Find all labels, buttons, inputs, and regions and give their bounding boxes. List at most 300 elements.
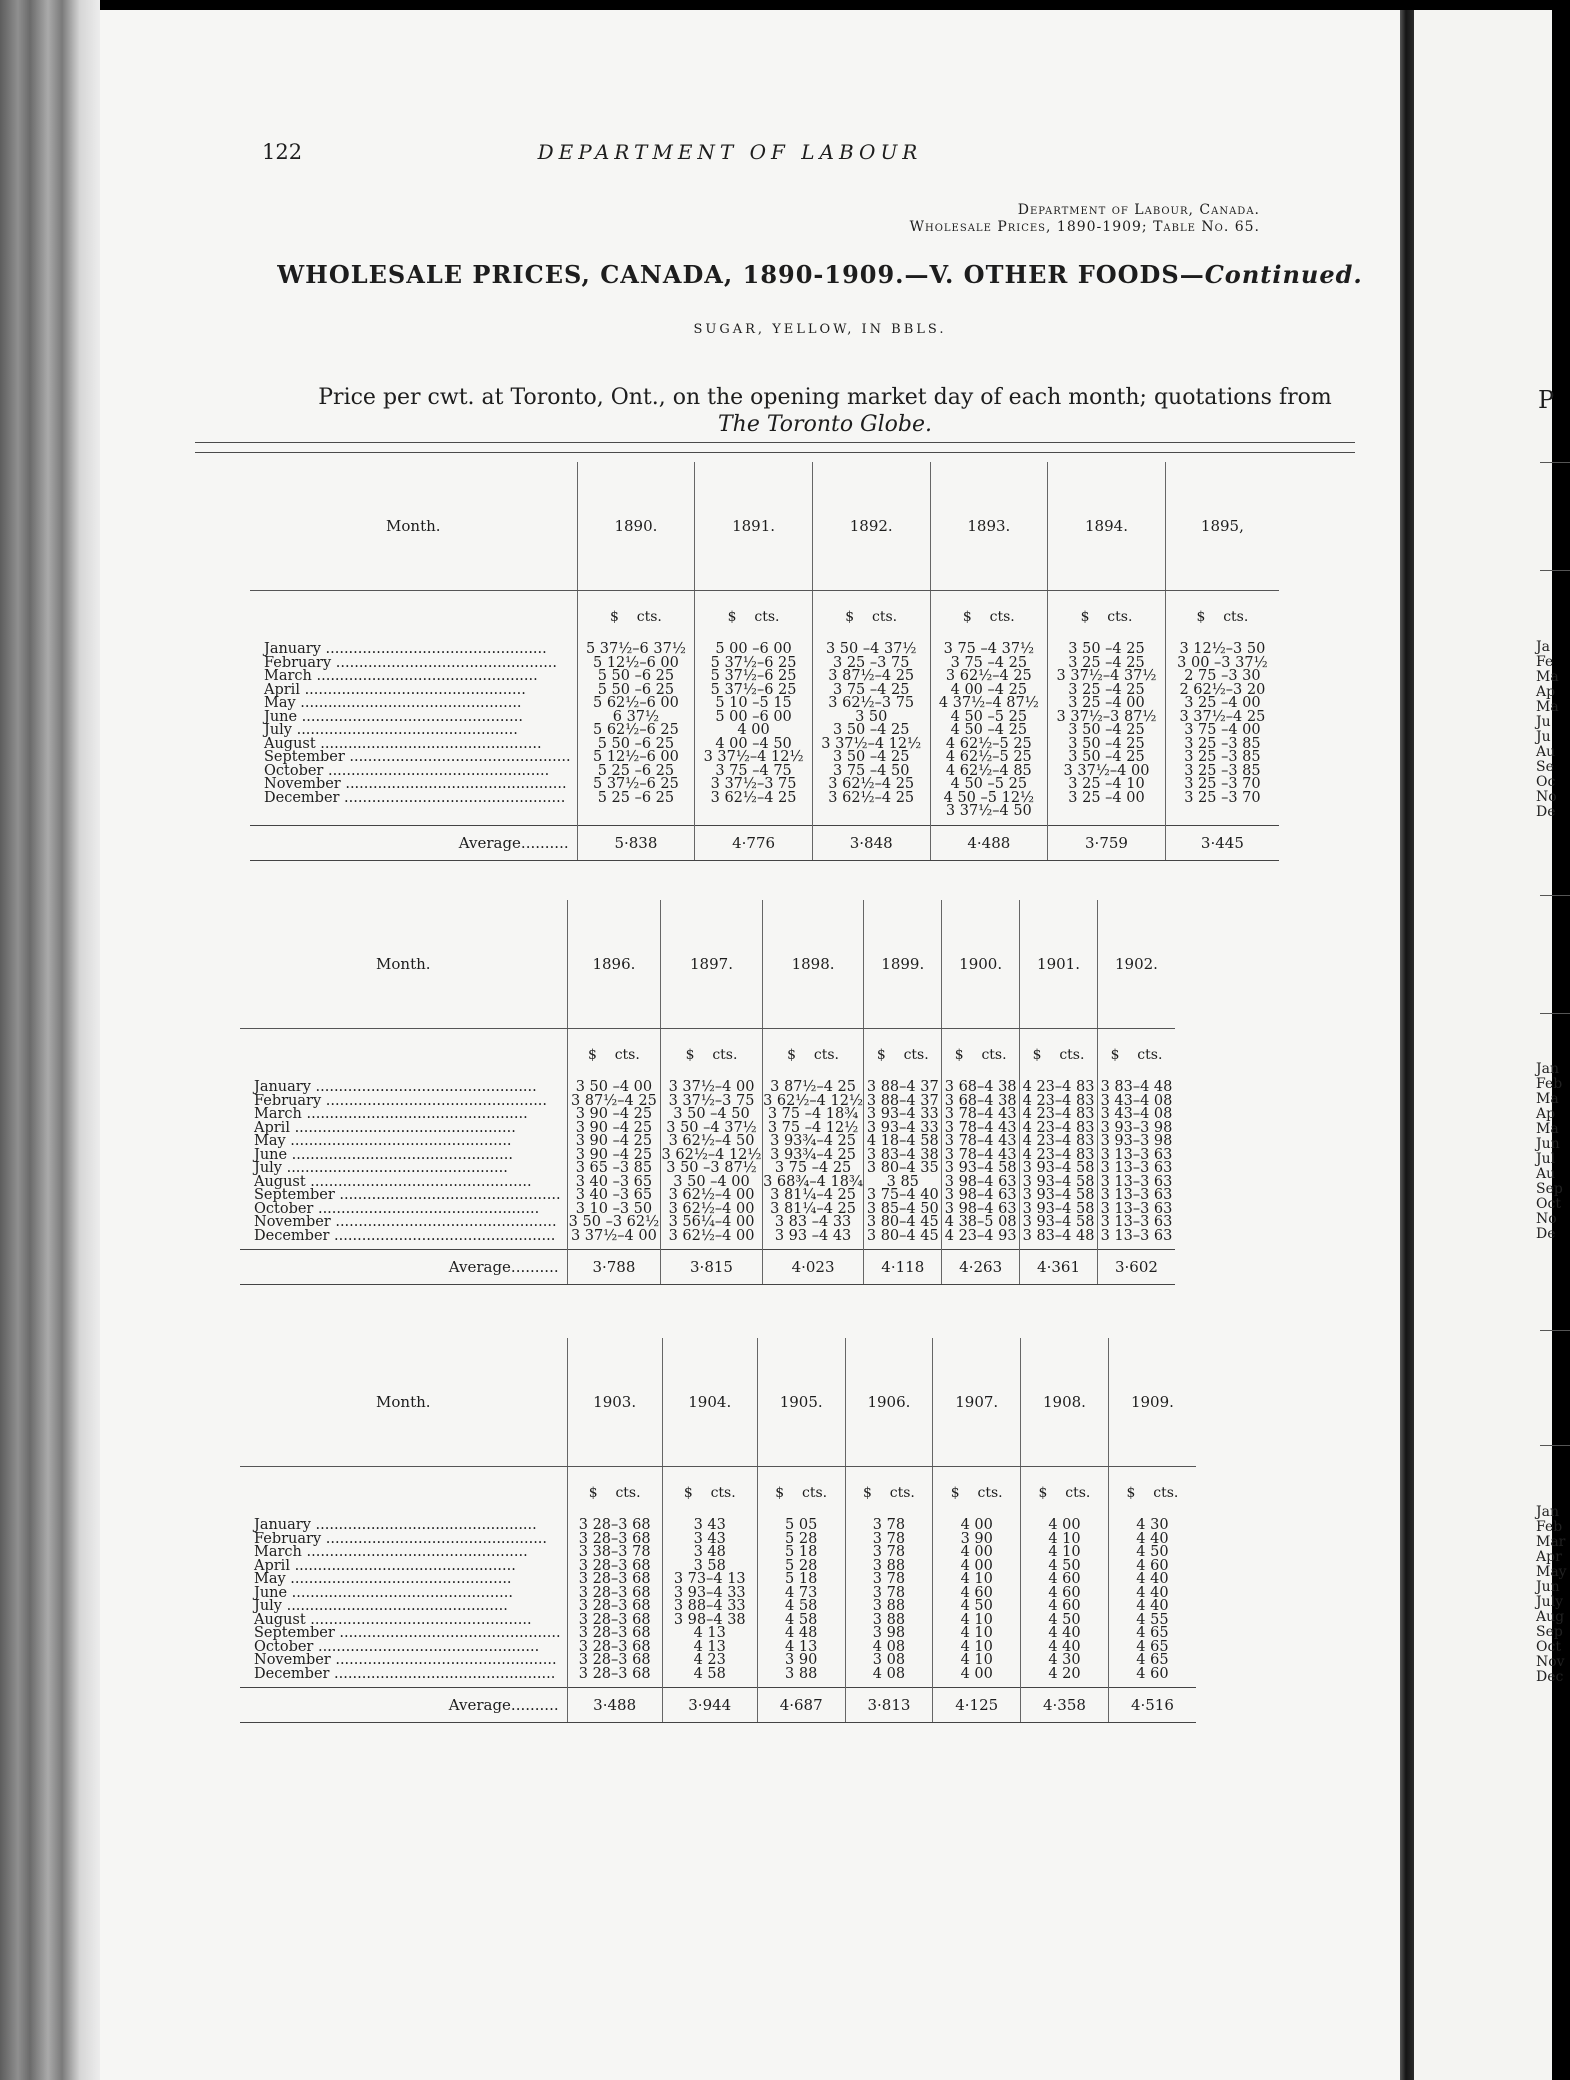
facing-page-month-fragment: Ju: [1536, 729, 1551, 745]
price-cell: 4 30: [1048, 1652, 1081, 1668]
price-cell: 5 18: [785, 1544, 818, 1560]
facing-page-month-fragment: Feb: [1536, 1519, 1563, 1535]
price-cell: 4 40: [1136, 1584, 1169, 1601]
facing-page-month-fragment: Ju: [1536, 714, 1551, 730]
price-cell: 3 90: [785, 1652, 818, 1668]
price-cell: 4 60: [1048, 1584, 1081, 1601]
price-cell: 3 50 –4 37½: [825, 641, 917, 657]
unit-gap: [619, 609, 637, 625]
price-cell: 4 65: [1136, 1638, 1169, 1655]
title-continued: Continued.: [1204, 260, 1363, 289]
month-label: March .....: [240, 1546, 561, 1560]
unit-spacer: [240, 1467, 567, 1520]
average-label: Average: [458, 833, 521, 852]
price-cell: 3 87½–4 25: [570, 1092, 657, 1109]
price-cell: 3 90: [960, 1530, 993, 1547]
price-cell: 4 13: [693, 1625, 726, 1641]
price-cell: 3 87½–4 25: [828, 668, 915, 684]
price-cell: 4 23–4 83: [1022, 1133, 1095, 1149]
facing-page-month-fragment: Aug: [1536, 1609, 1565, 1625]
year-price-column: [1020, 1081, 1098, 1250]
facing-page-month-fragment: Apr: [1536, 1549, 1562, 1565]
year-header: 1895,: [1165, 462, 1279, 591]
price-cell: 3 88–4 37: [866, 1079, 939, 1095]
price-cell: 4 40: [1136, 1598, 1169, 1614]
price-cell: 3 13–3 63: [1100, 1227, 1173, 1244]
price-cell: 4 55: [1136, 1611, 1169, 1628]
facing-page-month-fragment: Ap: [1536, 684, 1556, 700]
price-cell: 3 28–3 68: [578, 1665, 651, 1682]
price-cell: 3 13–3 63: [1100, 1160, 1173, 1176]
price-cell: 3 08: [872, 1652, 906, 1668]
average-value: 3·944: [662, 1688, 757, 1723]
price-cell: 3 37½–4 00: [1063, 762, 1150, 779]
unit-gap: [886, 1047, 904, 1063]
facing-page-month-fragment: Ma: [1536, 1121, 1559, 1137]
price-cell: 3 25 –4 00: [1068, 695, 1145, 711]
average-label-cell: [240, 1250, 567, 1285]
month-label: March .....: [250, 670, 571, 684]
facing-page-month-fragment: Ma: [1536, 1091, 1559, 1107]
price-cell: 3 93–4 58: [1022, 1160, 1095, 1176]
price-cell: 3 28–3 68: [578, 1571, 651, 1587]
year-header-row: [250, 462, 1279, 591]
price-cell: 6 37½: [612, 708, 660, 725]
cents-unit: cts.: [614, 1047, 640, 1063]
price-cell: 4 37½–4 87½: [938, 695, 1039, 711]
month-column-header: Month.: [240, 900, 567, 1029]
price-cell: 3 37½–4 37½: [1056, 668, 1157, 684]
price-cell: 5 37½–6 25: [710, 654, 797, 671]
price-cell: 4 65: [1136, 1625, 1169, 1641]
price-cell: 3 78: [872, 1544, 906, 1560]
month-label: October .....: [240, 1203, 561, 1217]
price-cell: 3 37½–4 00: [668, 1079, 755, 1095]
price-cell: 4 20: [1048, 1665, 1081, 1682]
price-cell: 2 75 –3 30: [1184, 668, 1261, 684]
price-cell: 3 98–4 38: [673, 1611, 746, 1628]
price-cell: 3 80–4 35: [866, 1160, 939, 1176]
facing-page-letter: P: [1538, 386, 1555, 414]
month-label: October .....: [240, 1641, 561, 1655]
year-price-column: [661, 1081, 763, 1250]
price-table: [250, 462, 1279, 861]
price-cell: 3 68¾–4 18¾: [763, 1173, 864, 1190]
month-label: August .....: [250, 738, 571, 752]
price-cell: 3 62½–4 25: [828, 776, 915, 792]
leader-dots: ..........: [520, 833, 569, 852]
month-label: September .....: [240, 1189, 561, 1203]
month-label: December .....: [250, 792, 571, 806]
month-label: February .....: [240, 1095, 561, 1109]
dollar-unit: $: [610, 609, 619, 625]
cents-unit: cts.: [712, 1047, 738, 1063]
average-row: [240, 1250, 1175, 1285]
facing-page-rule: [1540, 895, 1570, 896]
cents-unit: cts.: [981, 1047, 1007, 1063]
average-value: 4·263: [942, 1250, 1020, 1285]
average-value: 3·602: [1097, 1250, 1175, 1285]
month-label: February .....: [240, 1533, 561, 1547]
price-cell: 4 58: [785, 1598, 818, 1614]
year-price-column: [864, 1081, 942, 1250]
cents-unit: cts.: [636, 609, 662, 625]
table-description: [270, 384, 1380, 438]
price-cell: 5 37½–6 25: [710, 668, 797, 684]
average-value: 3·488: [567, 1688, 662, 1723]
unit-gap: [784, 1485, 802, 1501]
dollar-unit: $: [962, 609, 972, 625]
year-price-column: [567, 1519, 662, 1688]
facing-page-month-fragment: Feb: [1536, 1076, 1563, 1092]
cents-unit: cts.: [1107, 609, 1133, 625]
price-cell: 3 50 –4 50: [673, 1106, 750, 1122]
price-cell: 3 28–3 68: [578, 1625, 651, 1641]
commodity-subtitle: SUGAR, YELLOW, IN BBLS.: [693, 322, 947, 337]
unit-cell: [661, 1029, 763, 1082]
price-cell: 3 40 –3 65: [575, 1187, 653, 1203]
price-cell: 3 25 –4 25: [1068, 654, 1145, 671]
price-cell: 5 50 –6 25: [597, 668, 675, 684]
price-cell: 3 62½–4 00: [668, 1200, 755, 1217]
unit-row: [250, 591, 1279, 644]
facing-page-month-fragment: Jan: [1536, 1504, 1559, 1520]
cents-unit: cts.: [1153, 1485, 1179, 1501]
price-cell: 3 78: [872, 1530, 906, 1547]
price-cell: 3 43–4 08: [1100, 1106, 1173, 1122]
price-cell: 3 78–4 43: [944, 1146, 1017, 1163]
month-label: March .....: [240, 1108, 561, 1122]
year-price-column: [762, 1081, 864, 1250]
price-cell: 3 93¾–4 25: [770, 1146, 856, 1163]
price-cell: 3 28–3 68: [578, 1517, 651, 1533]
price-cell: 3 28–3 68: [578, 1611, 651, 1628]
unit-cell: [812, 591, 930, 644]
price-cell: 3 98–4 63: [944, 1200, 1017, 1217]
year-price-column: [757, 1519, 845, 1688]
average-value: 4·118: [864, 1250, 942, 1285]
average-label: Average: [448, 1696, 511, 1714]
dollar-unit: $: [954, 1047, 964, 1063]
price-cell: 3 68–4 38: [944, 1079, 1017, 1095]
price-cell: 3 50 –4 25: [832, 722, 910, 738]
price-cell: 5 25 –6 25: [597, 789, 675, 806]
price-cell: 3 78: [872, 1517, 906, 1533]
price-cell: 4 00 –4 50: [715, 735, 792, 752]
price-cell: 3 13–3 63: [1100, 1173, 1173, 1190]
price-cell: 3 78: [872, 1571, 906, 1587]
dollar-unit: $: [845, 609, 855, 625]
unit-gap: [854, 609, 872, 625]
facing-page-month-fragment: Ja: [1536, 639, 1550, 655]
month-label: April .....: [240, 1122, 561, 1136]
price-cell: 3 93 –4 43: [774, 1227, 852, 1244]
dollar-unit: $: [950, 1485, 960, 1501]
facing-page-month-fragment: Ma: [1536, 699, 1559, 715]
source-name: The Toronto Globe.: [717, 412, 933, 437]
price-cell: 3 37½–3 87½: [1056, 708, 1157, 725]
average-label: Average: [448, 1258, 511, 1276]
price-cell: 3 93–4 58: [1022, 1173, 1095, 1190]
facing-page-month-fragment: Oct: [1536, 1196, 1561, 1212]
unit-spacer: [240, 1029, 567, 1082]
price-cell: 4 13: [785, 1638, 818, 1655]
month-label: July .....: [240, 1162, 561, 1176]
month-label: August .....: [240, 1614, 561, 1628]
price-cell: 4 23–4 93: [944, 1227, 1017, 1244]
price-cell: 4 00: [960, 1557, 993, 1574]
price-cell: 3 25 –4 00: [1184, 695, 1261, 711]
month-label: January .....: [240, 1081, 561, 1095]
dollar-unit: $: [1038, 1485, 1048, 1501]
facing-page-month-fragment: Oc: [1536, 774, 1556, 790]
average-label-cell: [240, 1688, 567, 1723]
price-cell: 3 90 –4 25: [575, 1133, 653, 1149]
facing-page-month-fragment: De: [1536, 1226, 1556, 1242]
price-cell: 3 78–4 43: [944, 1119, 1017, 1136]
year-price-column: [695, 643, 813, 825]
facing-page-month-fragment: July: [1536, 1594, 1564, 1610]
price-cell: 3 75 –4 75: [715, 762, 792, 779]
price-cell: 3 62½–3 75: [828, 695, 915, 711]
price-cell: 3 56¼–4 00: [668, 1214, 755, 1230]
monthly-prices-row: [250, 643, 1279, 825]
dollar-unit: $: [587, 1047, 597, 1063]
table-reference-line: Wholesale Prices, 1890-1909; Table No. 65.: [909, 219, 1260, 235]
price-cell: 5 05: [785, 1517, 818, 1533]
month-label: June .....: [240, 1587, 561, 1601]
price-cell: 4 60: [1048, 1571, 1081, 1587]
price-cell: 3 50 –4 00: [575, 1079, 653, 1095]
department-reference: [910, 202, 1260, 236]
price-cell: 3 93–3 98: [1100, 1133, 1173, 1149]
month-labels: [240, 1519, 567, 1688]
year-price-column: [845, 1519, 933, 1688]
unit-gap: [1042, 1047, 1060, 1063]
price-cell: 4 10: [960, 1652, 993, 1668]
price-cell: 5 62½–6 00: [592, 695, 679, 711]
price-cell: 3 40 –3 65: [575, 1173, 653, 1190]
price-cell: 5 00 –6 00: [715, 641, 792, 657]
month-label: May .....: [240, 1573, 561, 1587]
price-cell: 3 80–4 45: [866, 1214, 939, 1230]
price-cell: 3 85: [886, 1173, 919, 1190]
unit-cell: [864, 1029, 942, 1082]
year-header-row: [240, 900, 1175, 1029]
price-cell: 3 88: [872, 1611, 906, 1628]
price-cell: 3 88: [785, 1665, 818, 1682]
dollar-unit: $: [1110, 1047, 1120, 1063]
price-cell: 3 83–4 38: [866, 1146, 939, 1163]
price-cell: 4 65: [1136, 1652, 1169, 1668]
price-cell: 3 13–3 63: [1100, 1214, 1173, 1230]
facing-page-rule: [1540, 462, 1570, 463]
average-value: 3·759: [1048, 825, 1166, 860]
month-label: January .....: [250, 643, 571, 657]
facing-page-rule: [1540, 1330, 1570, 1331]
price-cell: 4 60: [1136, 1557, 1169, 1574]
facing-page-rule: [1540, 1445, 1570, 1446]
price-cell: 3 93–4 58: [944, 1160, 1017, 1176]
price-cell: 3 50 –3 62½: [568, 1214, 660, 1230]
year-header: 1900.: [942, 900, 1020, 1029]
dollar-unit: $: [1126, 1485, 1136, 1501]
price-cell: 3 28–3 68: [578, 1638, 651, 1655]
unit-cell: [662, 1467, 757, 1520]
price-cell: 3 37½–4 50: [945, 803, 1032, 819]
unit-cell: [933, 1467, 1021, 1520]
price-cell: 3 83–4 48: [1100, 1079, 1173, 1095]
average-label-cell: [250, 825, 577, 860]
month-label: June .....: [250, 711, 571, 725]
unit-gap: [1047, 1485, 1065, 1501]
price-cell: 3 25 –4 10: [1068, 776, 1145, 792]
price-cell: 4 10: [1048, 1544, 1081, 1560]
price-cell: 3 43: [693, 1517, 726, 1533]
unit-cell: [1021, 1467, 1109, 1520]
month-label: December .....: [240, 1230, 561, 1244]
page-number: 122: [262, 140, 303, 164]
month-column-header: Month.: [250, 462, 577, 591]
price-cell: 3 62½–4 25: [828, 789, 915, 806]
price-cell: 4 30: [1136, 1517, 1169, 1533]
unit-gap: [695, 1047, 713, 1063]
price-cell: 3 75 –4 25: [950, 654, 1028, 671]
main-title-text: WHOLESALE PRICES, CANADA, 1890-1909.—V. OTHER FOODS—: [277, 260, 1205, 289]
unit-gap: [872, 1485, 890, 1501]
unit-cell: [577, 591, 695, 644]
price-cell: 3 28–3 68: [578, 1598, 651, 1614]
facing-page-month-fragment: Au: [1536, 1166, 1556, 1182]
price-cell: 3 93–4 33: [673, 1584, 746, 1601]
price-cell: 3 50 –4 37½: [666, 1119, 757, 1136]
price-cell: 3 75 –4 25: [832, 681, 910, 698]
year-header: 1890.: [577, 462, 695, 591]
average-value: 4·361: [1020, 1250, 1098, 1285]
price-cell: 4 40: [1048, 1638, 1081, 1655]
price-cell: 2 62½–3 20: [1179, 681, 1266, 698]
dollar-unit: $: [1196, 609, 1206, 625]
price-cell: 3 90 –4 25: [575, 1106, 653, 1122]
price-cell: 3 62½–4 12½: [763, 1092, 864, 1109]
price-cell: 3 93–4 58: [1022, 1187, 1095, 1203]
price-cell: 5 50 –6 25: [597, 735, 675, 752]
year-header: 1897.: [661, 900, 763, 1029]
dollar-unit: $: [683, 1485, 693, 1501]
price-cell: 3 83 –4 33: [774, 1214, 852, 1230]
price-cell: 3 81¼–4 25: [770, 1200, 856, 1217]
facing-page-month-fragment: Sep: [1536, 1624, 1563, 1640]
month-label: November .....: [240, 1654, 561, 1668]
month-label: April .....: [250, 684, 571, 698]
price-cell: 5 28: [785, 1557, 818, 1574]
price-cell: 4 23–4 83: [1022, 1119, 1095, 1136]
price-cell: 5 12½–6 00: [592, 749, 679, 765]
price-cell: 3 50 –3 87½: [666, 1160, 757, 1176]
month-label: July .....: [250, 724, 571, 738]
price-cell: 3 78–4 43: [944, 1106, 1017, 1122]
unit-cell: [930, 591, 1048, 644]
cents-unit: cts.: [1137, 1047, 1163, 1063]
price-cell: 4 58: [785, 1611, 818, 1628]
price-cell: 3 50 –4 25: [832, 749, 910, 765]
average-value: 3·848: [812, 825, 930, 860]
facing-page-month-fragment: Se: [1536, 759, 1554, 775]
year-header: 1894.: [1048, 462, 1166, 591]
price-cell: 3 62½–4 50: [668, 1133, 755, 1149]
average-value: 5·838: [577, 825, 695, 860]
year-price-column: [1021, 1519, 1109, 1688]
month-label: November .....: [250, 778, 571, 792]
facing-page-month-fragment: No: [1536, 789, 1557, 805]
price-cell: 4 40: [1136, 1571, 1169, 1587]
unit-cell: [845, 1467, 933, 1520]
price-cell: 3 62½–4 00: [668, 1187, 755, 1203]
unit-row: [240, 1467, 1196, 1520]
year-price-column: [567, 1081, 661, 1250]
year-price-column: [1165, 643, 1279, 825]
dollar-unit: $: [727, 609, 737, 625]
price-cell: 3 13–3 63: [1100, 1187, 1173, 1203]
year-price-column: [942, 1081, 1020, 1250]
unit-gap: [964, 1047, 982, 1063]
price-cell: 3 88–4 37: [866, 1092, 939, 1109]
year-header: 1909.: [1108, 1338, 1196, 1467]
unit-gap: [1119, 1047, 1137, 1063]
month-label: January .....: [240, 1519, 561, 1533]
price-cell: 3 28–3 68: [578, 1557, 651, 1574]
facing-page-month-fragment: Au: [1536, 744, 1556, 760]
facing-page-month-fragment: Jan: [1536, 1061, 1559, 1077]
price-cell: 3 50 –4 25: [1068, 749, 1145, 765]
price-cell: 4 50 –5 25: [950, 776, 1028, 792]
price-cell: 4 62½–4 85: [945, 762, 1032, 779]
price-cell: 3 25 –3 70: [1184, 776, 1261, 792]
price-cell: 5 37½–6 37½: [585, 641, 686, 657]
price-cell: 3 37½–4 25: [1179, 708, 1266, 725]
price-cell: 4 50: [1048, 1557, 1081, 1574]
month-label: May .....: [240, 1135, 561, 1149]
price-cell: 3 50: [855, 708, 888, 725]
price-cell: 4 40: [1048, 1625, 1081, 1641]
facing-page-month-fragment: De: [1536, 804, 1556, 820]
unit-gap: [1089, 609, 1107, 625]
cents-unit: cts.: [754, 609, 780, 625]
price-cell: 4 08: [872, 1665, 906, 1682]
month-label: May .....: [250, 697, 571, 711]
unit-cell: [757, 1467, 845, 1520]
price-cell: 3 62½–4 25: [710, 789, 797, 806]
price-cell: 3 48: [693, 1544, 726, 1560]
price-cell: 3 62½–4 12½: [661, 1146, 762, 1163]
year-price-column: [1097, 1081, 1175, 1250]
unit-gap: [972, 609, 990, 625]
cents-unit: cts.: [615, 1485, 641, 1501]
average-value: 3·788: [567, 1250, 661, 1285]
unit-cell: [762, 1029, 864, 1082]
price-cell: 3 87½–4 25: [770, 1079, 856, 1095]
year-price-column: [577, 643, 695, 825]
facing-page-month-fragment: Nov: [1536, 1654, 1565, 1670]
price-cell: 4 50 –4 25: [950, 722, 1028, 738]
average-value: 3·445: [1165, 825, 1279, 860]
dollar-unit: $: [1080, 609, 1090, 625]
price-cell: 4 60: [1136, 1665, 1169, 1682]
price-cell: 5 10 –5 15: [715, 695, 792, 711]
dollar-unit: $: [588, 1485, 598, 1501]
price-cell: 3 75 –4 18¾: [767, 1106, 859, 1122]
price-cell: 4 38–5 08: [944, 1214, 1017, 1230]
